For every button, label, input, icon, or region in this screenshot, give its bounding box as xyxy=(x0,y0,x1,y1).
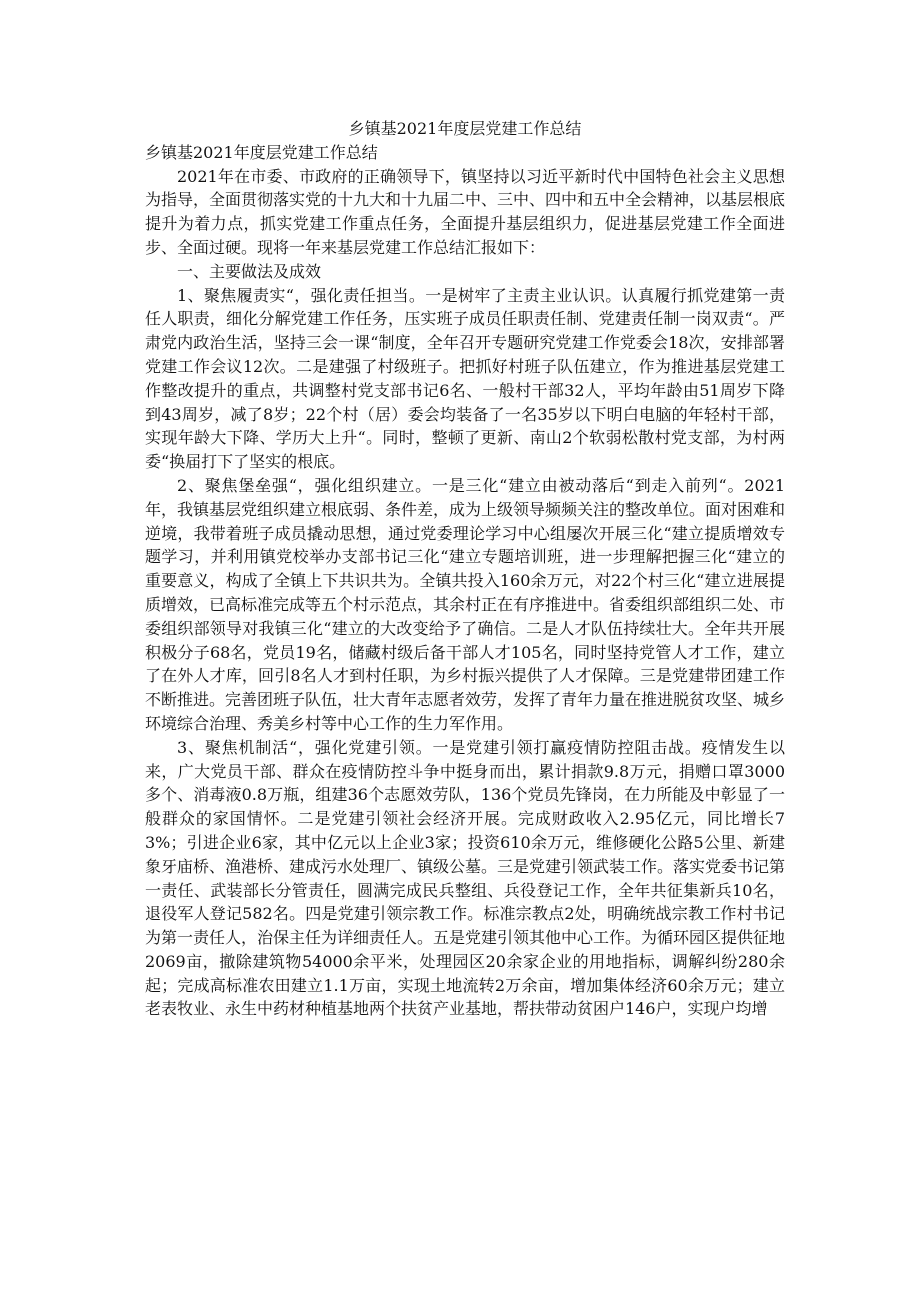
paragraph-leadership: 3、聚焦机制活“，强化党建引领。一是党建引领打赢疫情防控阻击战。疫情发生以来，广大党员干部、群众在疫情防控斗争中挺身而出，累计捐款9.8万元，捐赠口罩3000多个、消毒液0.8万瓶，组建36个志愿效劳队，136个党员先锋岗，在力所能及中彰显了一般群众的家国情怀。二是党建引领社会经济开展。完成财政收入2.95亿元，同比增长73%；引进企业6家，其中亿元以上企业3家；投资610余万元，维修硬化公路5公里、新建象牙庙桥、渔港桥、建成污水处理厂、镇级公墓。三是党建引领武装工作。落实党委书记第一责任、武装部长分管责任，圆满完成民兵整组、兵役登记工作，全年共征集新兵10名，退役军人登记582名。四是党建引领宗教工作。标准宗教点2处，明确统战宗教工作村书记为第一责任人，治保主任为详细责任人。五是党建引领其他中心工作。为循环园区提供征地2069亩，撤除建筑物54000余平米，处理园区20余家企业的用地指标，调解纠纷280余起；完成高标准农田建立1.1万亩，实现土地流转2万余亩，增加集体经济60余万元；建立老表牧业、永生中药材种植基地两个扶贫产业基地，帮扶带动贫困户146户，实现户均增 xyxy=(145,737,786,1019)
document-subtitle: 乡镇基2021年度层党建工作总结 xyxy=(145,142,378,162)
paragraph-responsibility: 1、聚焦履责实“，强化责任担当。一是树牢了主责主业认识。认真履行抓党建第一责任人职责，细化分解党建工作任务，压实班子成员任职责任制、党建责任制一岗双责“。严肃党内政治生活，坚持三会一课“制度，全年召开专题研究党建工作党委会18次，安排部署党建工作会议12次。二是建强了村级班子。把抓好村班子队伍建立，作为推进基层党建工作整改提升的重点，共调整村党支部书记6名、一般村干部32人，平均年龄由51周岁下降到43周岁，减了8岁；22个村（居）委会均装备了一名35岁以下明白电脑的年轻村干部，实现年龄大下降、学历大上升“。同时，整顿了更新、南山2个软弱松散村党支部，为村两委“换届打下了坚实的根底。 xyxy=(145,285,785,472)
document-title: 乡镇基2021年度层党建工作总结 xyxy=(348,119,582,138)
paragraph-organization: 2、聚焦堡垒强“，强化组织建立。一是三化“建立由被动落后“到走入前列“。2021年，我镇基层党组织建立根底弱、条件差，成为上级领导频频关注的整改单位。面对困难和逆境，我带着班子成员撬动思想，通过党委理论学习中心组屡次开展三化“建立提质增效专题学习，并利用镇党校举办支部书记三化“建立专题培训班，进一步理解把握三化“建立的重要意义，构成了全镇上下共识共为。全镇共投入160余万元，对22个村三化“建立进展提质增效，已高标准完成等五个村示范点，其余村正在有序推进中。省委组织部组织二处、市委组织部领导对我镇三化“建立的大改变给予了确信。二是人才队伍持续壮大。全年共开展积极分子68名，党员19名，储藏村级后备干部人才105名，同时坚持党管人才工作，建立了在外人才库，回引8名人才到村任职，为乡村振兴提供了人才保障。三是党建带团建工作不断推进。完善团班子队伍，壮大青年志愿者效劳，发挥了青年力量在推进脱贫攻坚、城乡环境综合治理、秀美乡村等中心工作的生力军作用。 xyxy=(145,475,786,733)
document-page xyxy=(145,117,785,1021)
paragraph-intro: 2021年在市委、市政府的正确领导下，镇坚持以习近平新时代中国特色社会主义思想为指导，全面贯彻落实党的十九大和十九届二中、三中、四中和五中全会精神，以基层根底提升为着力点，抓实党建工作重点任务，全面提升基层组织力，促进基层党建工作全面进步、全面过硬。现将一年来基层党建工作总结汇报如下： xyxy=(145,166,786,257)
section-heading-main-practices: 一、主要做法及成效 xyxy=(177,261,322,281)
